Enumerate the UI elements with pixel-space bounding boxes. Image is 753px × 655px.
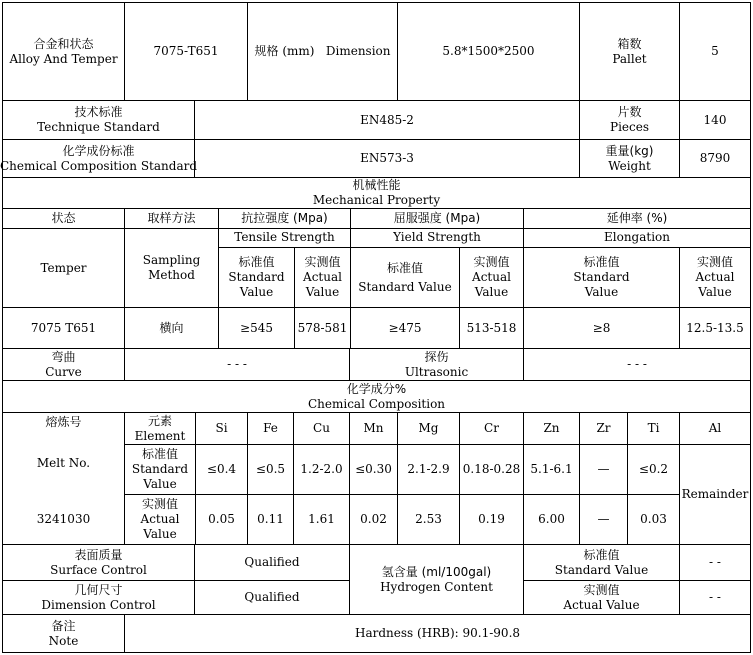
elong-std-header — [524, 248, 679, 307]
tensile-act-cn: 实测值 — [304, 255, 341, 269]
yield-act-en2: Value — [474, 285, 509, 299]
alloy-label — [3, 3, 124, 100]
pallet-value-text: 5 — [711, 44, 719, 58]
chem-std-label-cn: 化学成份标准 — [62, 143, 135, 158]
act-mg-text: 2.53 — [415, 512, 442, 526]
hydrogen-std-cn: 标准值 — [583, 547, 620, 562]
yield-act-en1: Actual — [472, 270, 511, 284]
act-cu — [294, 495, 349, 544]
element-al-text: Al — [708, 421, 722, 435]
element-fe — [248, 413, 293, 444]
tensile-act-en2: Value — [305, 285, 340, 299]
curve-value-text: - - - — [227, 357, 247, 371]
hydrogen-label-en: Hydrogen Content — [380, 579, 493, 594]
mechanical-title-en: Mechanical Property — [312, 193, 441, 207]
elong-act-value — [680, 308, 750, 348]
sampling-label-cn: 取样方法 — [147, 211, 196, 225]
std-zn-text: 5.1-6.1 — [530, 462, 573, 476]
element-zn-text: Zn — [543, 421, 560, 435]
hydrogen-label — [350, 545, 523, 614]
melt-no-label — [3, 413, 124, 494]
std-mn-text: ≤0.30 — [355, 462, 392, 476]
pieces-value-text: 140 — [703, 112, 727, 127]
tensile-act-header — [295, 248, 350, 307]
temper-label-en: Temper — [40, 260, 87, 275]
std-zr — [580, 445, 627, 494]
mech-row-sampling — [125, 308, 218, 348]
elong-act-value-text: 12.5-13.5 — [686, 320, 744, 335]
elong-act-en1: Actual — [695, 270, 735, 284]
weight-label-en: Weight — [608, 158, 651, 173]
melt-no-value — [3, 495, 124, 544]
element-si — [196, 413, 247, 444]
std-si-text: ≤0.4 — [206, 462, 237, 476]
dimension-value — [398, 3, 579, 100]
melt-no-value-text: 3241030 — [36, 512, 91, 526]
melt-no-label-en: Melt No. — [36, 456, 91, 470]
ultrasonic-label-cn: 探伤 — [424, 349, 449, 364]
element-label-cn: 元素 — [147, 413, 172, 428]
act-zn-text: 6.00 — [538, 512, 565, 526]
dimension-value-text: 5.8*1500*2500 — [442, 44, 535, 58]
temper-label-cn: 状态 — [51, 211, 76, 225]
pieces-label-en: Pieces — [610, 120, 649, 134]
std-cu — [294, 445, 349, 494]
hydrogen-act-cn: 实测值 — [583, 582, 620, 597]
pallet-label-en: Pallet — [612, 51, 647, 66]
hydrogen-std-label — [524, 545, 679, 580]
hydrogen-act-label — [524, 581, 679, 614]
elong-act-en2: Value — [698, 285, 732, 299]
al-remainder-text: Remainder — [681, 487, 749, 501]
pieces-value — [680, 101, 750, 139]
hydrogen-std-value-text: - - — [709, 555, 721, 569]
dimension-control-value-text: Qualified — [244, 590, 300, 604]
act-cr — [460, 495, 523, 544]
pallet-label-cn: 箱数 — [617, 36, 642, 51]
dimension-control-cn: 几何尺寸 — [74, 582, 123, 597]
surface-value — [195, 545, 349, 580]
chem-act-row-cn: 实测值 — [141, 497, 178, 511]
yield-act-value-text: 513-518 — [466, 320, 517, 335]
tensile-act-en1: Actual — [303, 270, 342, 284]
ultrasonic-value — [524, 349, 750, 380]
tensile-header — [219, 209, 350, 247]
element-zr-text: Zr — [596, 421, 611, 435]
element-fe-text: Fe — [263, 421, 278, 435]
pieces-label-cn: 片数 — [617, 105, 642, 119]
sampling-label-en2: Method — [148, 268, 195, 282]
std-si — [196, 445, 247, 494]
tensile-std-en2: Value — [239, 285, 274, 299]
chem-std-value-text: EN573-3 — [360, 151, 414, 165]
surface-value-text: Qualified — [244, 555, 300, 569]
dimension-control-en: Dimension Control — [41, 597, 156, 612]
act-mn-text: 0.02 — [360, 512, 387, 526]
elong-std-value — [524, 308, 679, 348]
pallet-label — [580, 3, 679, 100]
act-mg — [398, 495, 459, 544]
element-label — [125, 413, 195, 444]
act-cr-text: 0.19 — [478, 512, 505, 526]
tensile-std-value-text: ≥545 — [240, 320, 273, 335]
surface-label — [3, 545, 194, 580]
melt-no-label-cn: 熔炼号 — [45, 415, 82, 429]
elong-std-value-text: ≥8 — [592, 320, 611, 335]
element-al — [680, 413, 750, 444]
std-cr — [460, 445, 523, 494]
curve-label — [3, 349, 124, 380]
act-si — [196, 495, 247, 544]
element-cr — [460, 413, 523, 444]
chemical-title-en: Chemical Composition — [307, 396, 446, 411]
tensile-std-cn: 标准值 — [238, 255, 275, 269]
std-fe-text: ≤0.5 — [255, 462, 286, 476]
yield-std-value — [351, 308, 459, 348]
element-zn — [524, 413, 579, 444]
chem-std-label-en: Chemical Composition Standard — [0, 158, 198, 173]
tensile-act-value-text: 578-581 — [297, 320, 348, 335]
act-zn — [524, 495, 579, 544]
yield-act-value — [460, 308, 523, 348]
weight-value — [680, 140, 750, 177]
elong-std-en1: Standard — [573, 270, 630, 284]
hydrogen-act-value-text: - - — [709, 590, 721, 604]
surface-label-cn: 表面质量 — [74, 547, 123, 562]
element-cr-text: Cr — [484, 421, 499, 435]
chem-act-row-label — [125, 495, 195, 544]
yield-std-cn: 标准值 — [386, 260, 423, 275]
chemical-title — [3, 381, 750, 412]
tensile-header-cn: 抗拉强度 (Mpa) — [241, 211, 328, 225]
elong-act-header — [680, 248, 750, 307]
tensile-std-en1: Standard — [228, 270, 285, 284]
surface-label-en: Surface Control — [50, 562, 147, 577]
temper-label-en-cell — [3, 229, 124, 307]
element-ti — [628, 413, 679, 444]
pieces-label — [580, 101, 679, 139]
act-ti-text: 0.03 — [640, 512, 667, 526]
weight-value-text: 8790 — [699, 151, 731, 165]
act-ti — [628, 495, 679, 544]
ultrasonic-label-en: Ultrasonic — [404, 364, 469, 379]
yield-header — [351, 209, 523, 247]
note-label-cn: 备注 — [51, 618, 76, 633]
chemical-title-cn: 化学成分% — [346, 381, 407, 396]
element-mn — [350, 413, 397, 444]
elong-act-cn: 实测值 — [696, 255, 733, 269]
sampling-label-en-cell — [125, 229, 218, 307]
alloy-label-cn: 合金和状态 — [33, 36, 94, 51]
std-mn — [350, 445, 397, 494]
tensile-header-en: Tensile Strength — [234, 230, 335, 244]
tensile-std-value — [219, 308, 294, 348]
hydrogen-std-en: Standard Value — [554, 562, 649, 577]
chem-std-row-en2: Value — [143, 477, 177, 491]
act-zr-text: — — [597, 512, 610, 526]
curve-value — [125, 349, 349, 380]
tensile-act-value — [295, 308, 350, 348]
curve-label-cn: 弯曲 — [51, 349, 76, 364]
note-label — [3, 615, 124, 652]
dimension-control-value — [195, 581, 349, 614]
std-zn — [524, 445, 579, 494]
sampling-label-en1: Sampling — [142, 253, 201, 267]
elongation-header — [524, 209, 750, 247]
element-si-text: Si — [215, 421, 228, 435]
act-cu-text: 1.61 — [308, 512, 335, 526]
alloy-label-en: Alloy And Temper — [9, 51, 118, 66]
element-zr — [580, 413, 627, 444]
mech-row-temper-text: 7075 T651 — [30, 320, 97, 335]
yield-act-header — [460, 248, 523, 307]
yield-header-en: Yield Strength — [393, 230, 481, 244]
tensile-std-header — [219, 248, 294, 307]
technique-label-cn: 技术标准 — [74, 105, 123, 119]
element-cu — [294, 413, 349, 444]
elong-std-en2: Value — [584, 285, 619, 299]
act-fe — [248, 495, 293, 544]
element-ti-text: Ti — [647, 421, 660, 435]
weight-label-cn: 重量(kg) — [605, 143, 654, 158]
std-cr-text: 0.18-0.28 — [462, 462, 521, 476]
dimension-label — [248, 3, 397, 100]
technique-label — [3, 101, 194, 139]
std-cu-text: 1.2-2.0 — [300, 462, 343, 476]
hydrogen-std-value — [680, 545, 750, 580]
ultrasonic-value-text: - - - — [627, 357, 647, 371]
std-zr-text: — — [597, 462, 610, 476]
act-fe-text: 0.11 — [257, 512, 284, 526]
act-zr — [580, 495, 627, 544]
element-mg — [398, 413, 459, 444]
alloy-value-text: 7075-T651 — [153, 44, 219, 58]
note-value — [125, 615, 750, 652]
dimension-control-label — [3, 581, 194, 614]
technique-value-text: EN485-2 — [360, 112, 414, 127]
mechanical-title — [3, 178, 750, 208]
hydrogen-act-value — [680, 581, 750, 614]
act-si-text: 0.05 — [208, 512, 235, 526]
chem-act-row-en1: Actual — [140, 512, 180, 526]
dimension-label-text: 规格 (mm) Dimension — [254, 44, 391, 58]
elongation-header-cn: 延伸率 (%) — [606, 211, 668, 225]
note-label-en: Note — [48, 633, 79, 648]
hydrogen-label-cn: 氢含量 (ml/100gal) — [381, 564, 492, 579]
yield-std-header — [351, 248, 459, 307]
yield-header-cn: 屈服强度 (Mpa) — [393, 211, 481, 225]
temper-label-cn-cell — [3, 209, 124, 228]
alloy-value — [125, 3, 247, 100]
std-mg-text: 2.1-2.9 — [407, 462, 450, 476]
elongation-header-en: Elongation — [604, 230, 670, 244]
sampling-label-cn-cell — [125, 209, 218, 228]
chem-std-row-label — [125, 445, 195, 494]
chem-std-label — [0, 140, 198, 177]
ultrasonic-label — [350, 349, 523, 380]
std-fe — [248, 445, 293, 494]
chem-std-value — [195, 140, 579, 177]
yield-std-value-text: ≥475 — [388, 320, 422, 335]
weight-label — [580, 140, 679, 177]
mech-row-temper — [3, 308, 124, 348]
act-mn — [350, 495, 397, 544]
element-mn-text: Mn — [363, 421, 384, 435]
yield-act-cn: 实测值 — [473, 255, 510, 269]
technique-value — [195, 101, 579, 139]
element-label-en: Element — [134, 428, 186, 443]
std-mg — [398, 445, 459, 494]
yield-std-en: Standard Value — [358, 279, 452, 294]
chem-std-row-en1: Standard — [131, 462, 189, 476]
std-ti — [628, 445, 679, 494]
pallet-value — [680, 3, 750, 100]
al-remainder — [680, 445, 750, 544]
hydrogen-act-en: Actual Value — [563, 597, 640, 612]
technique-label-en: Technique Standard — [37, 120, 160, 134]
chem-act-row-en2: Value — [143, 527, 177, 541]
chem-std-row-cn: 标准值 — [141, 447, 178, 461]
elong-std-cn: 标准值 — [583, 255, 620, 269]
curve-label-en: Curve — [45, 364, 82, 379]
note-value-text: Hardness (HRB): 90.1-90.8 — [354, 626, 521, 640]
element-cu-text: Cu — [313, 421, 330, 435]
std-ti-text: ≤0.2 — [638, 462, 669, 476]
element-mg-text: Mg — [418, 421, 439, 435]
mech-row-sampling-text: 横向 — [159, 320, 184, 335]
mechanical-title-cn: 机械性能 — [352, 178, 401, 192]
